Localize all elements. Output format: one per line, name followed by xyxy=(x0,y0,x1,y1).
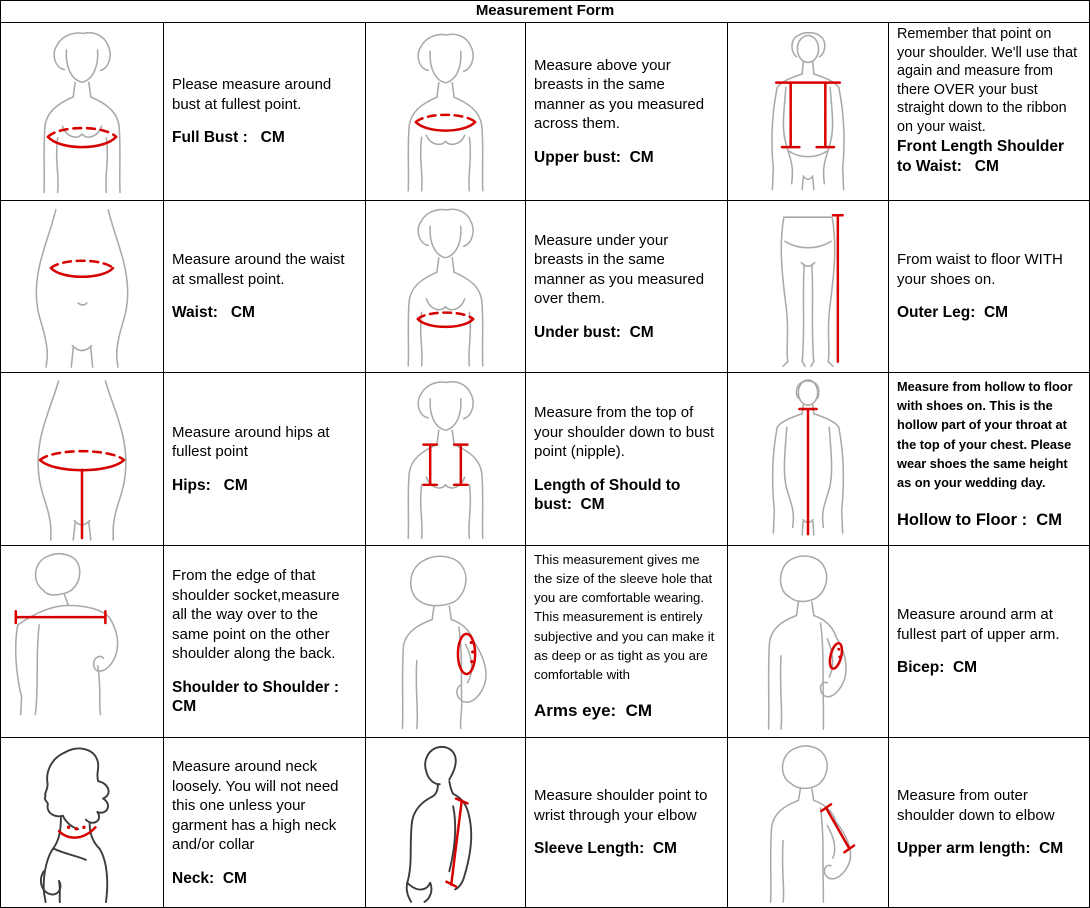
instruction-text: Remember that point on your shoulder. We'll use that again and measure from there OVER your bust straight down to the ribbon on your waist. xyxy=(897,26,1078,135)
instruction-under-bust xyxy=(526,201,728,373)
instruction-text: From the edge of that shoulder socket,measure all the way over to the same point on the other shoulder along the back. xyxy=(172,567,340,663)
page-title: Measurement Form xyxy=(1,1,1089,23)
arms-eye-figure xyxy=(369,549,522,734)
upper-bust-figure xyxy=(369,26,522,197)
measurement-label: Length of Should to bust: CM xyxy=(534,476,685,514)
instruction-waist xyxy=(164,201,366,373)
measurement-label: Bicep: CM xyxy=(897,659,978,677)
instruction-upper-bust xyxy=(526,23,728,201)
figure-waist xyxy=(1,201,164,373)
instruction-upper-arm-length xyxy=(889,738,1089,907)
measurement-label: Hips: CM xyxy=(172,476,248,494)
measurement-label: Under bust: CM xyxy=(534,323,654,341)
instruction-text: From waist to floor WITH your shoes on. xyxy=(897,251,1063,288)
instruction-text: Measure around hips at fullest point xyxy=(172,423,330,461)
figure-length-of-shoulder-to-bust xyxy=(366,373,526,546)
instruction-arms-eye xyxy=(526,546,728,738)
measurement-label: Hollow to Floor : CM xyxy=(897,511,1062,530)
measurement-grid xyxy=(1,23,1089,907)
measurement-label: Shoulder to Shoulder : CM xyxy=(172,678,344,716)
instruction-text: Measure from hollow to floor with shoes on. This is the hollow part of your throat at the top of your chest. Please wear shoes the same height as on your wedding day. xyxy=(897,379,1073,490)
figure-bicep xyxy=(728,546,889,738)
instruction-front-length-shoulder-to-waist xyxy=(889,23,1089,201)
measurement-label: Front Length Shoulder to Waist: CM xyxy=(897,138,1069,175)
bicep-figure xyxy=(731,549,885,734)
instruction-length-of-shoulder-to-bust xyxy=(526,373,728,546)
instruction-bicep xyxy=(889,546,1089,738)
instruction-text: Measure from the top of your shoulder down to bust point (nipple). xyxy=(534,404,715,461)
figure-front-length-shoulder-to-waist xyxy=(728,23,889,201)
figure-hips xyxy=(1,373,164,546)
instruction-text: Measure above your breasts in the same manner as you measured across them. xyxy=(534,56,705,133)
instruction-text: This measurement gives me the size of the sleeve hole that you are comfortable wearing. This measurement is entirely subjective and you can make it as deep or as tight as you are comfortable with xyxy=(534,552,715,682)
figure-upper-bust xyxy=(366,23,526,201)
instruction-neck xyxy=(164,738,366,907)
instruction-full-bust xyxy=(164,23,366,201)
figure-neck xyxy=(1,738,164,907)
measurement-label: Upper arm length: CM xyxy=(897,840,1064,858)
instruction-text: Measure around the waist at smallest point. xyxy=(172,251,345,288)
instruction-hips xyxy=(164,373,366,546)
figure-upper-arm-length xyxy=(728,738,889,907)
measurement-label: Sleeve Length: CM xyxy=(534,840,677,858)
front-length-shoulder-to-waist-figure xyxy=(731,26,885,197)
full-bust-figure xyxy=(4,26,160,197)
instruction-text: Measure around neck loosely. You will not need this one unless your garment has a high neck and/or collar xyxy=(172,758,339,854)
measurement-label: Upper bust: CM xyxy=(534,148,654,166)
outer-leg-figure xyxy=(731,204,885,369)
under-bust-figure xyxy=(369,204,522,369)
figure-arms-eye xyxy=(366,546,526,738)
measurement-label: Neck: CM xyxy=(172,869,247,887)
instruction-shoulder-to-shoulder xyxy=(164,546,366,738)
hollow-to-floor-figure xyxy=(731,376,885,542)
instruction-text: Measure from outer shoulder down to elbow xyxy=(897,787,1055,824)
measurement-label: Waist: CM xyxy=(172,304,255,322)
instruction-outer-leg xyxy=(889,201,1089,373)
figure-full-bust xyxy=(1,23,164,201)
instruction-text: Please measure around bust at fullest point. xyxy=(172,76,332,113)
upper-arm-length-figure xyxy=(731,741,885,904)
length-of-shoulder-to-bust-figure xyxy=(369,376,522,542)
instruction-text: Measure around arm at fullest part of upper arm. xyxy=(897,606,1060,643)
measurement-label: Full Bust : CM xyxy=(172,129,285,147)
figure-outer-leg xyxy=(728,201,889,373)
instruction-text: Measure shoulder point to wrist through your elbow xyxy=(534,787,708,824)
waist-figure xyxy=(4,204,160,369)
figure-under-bust xyxy=(366,201,526,373)
sleeve-length-figure xyxy=(369,741,522,904)
figure-sleeve-length xyxy=(366,738,526,907)
neck-figure xyxy=(4,741,160,904)
instruction-text: Measure under your breasts in the same manner as you measured over them. xyxy=(534,231,705,308)
measurement-label: Arms eye: CM xyxy=(534,700,653,720)
hips-figure xyxy=(4,376,160,542)
instruction-hollow-to-floor xyxy=(889,373,1089,546)
measurement-label: Outer Leg: CM xyxy=(897,304,1009,322)
figure-shoulder-to-shoulder xyxy=(1,546,164,738)
figure-hollow-to-floor xyxy=(728,373,889,546)
shoulder-to-shoulder-figure xyxy=(4,549,160,734)
instruction-sleeve-length xyxy=(526,738,728,907)
